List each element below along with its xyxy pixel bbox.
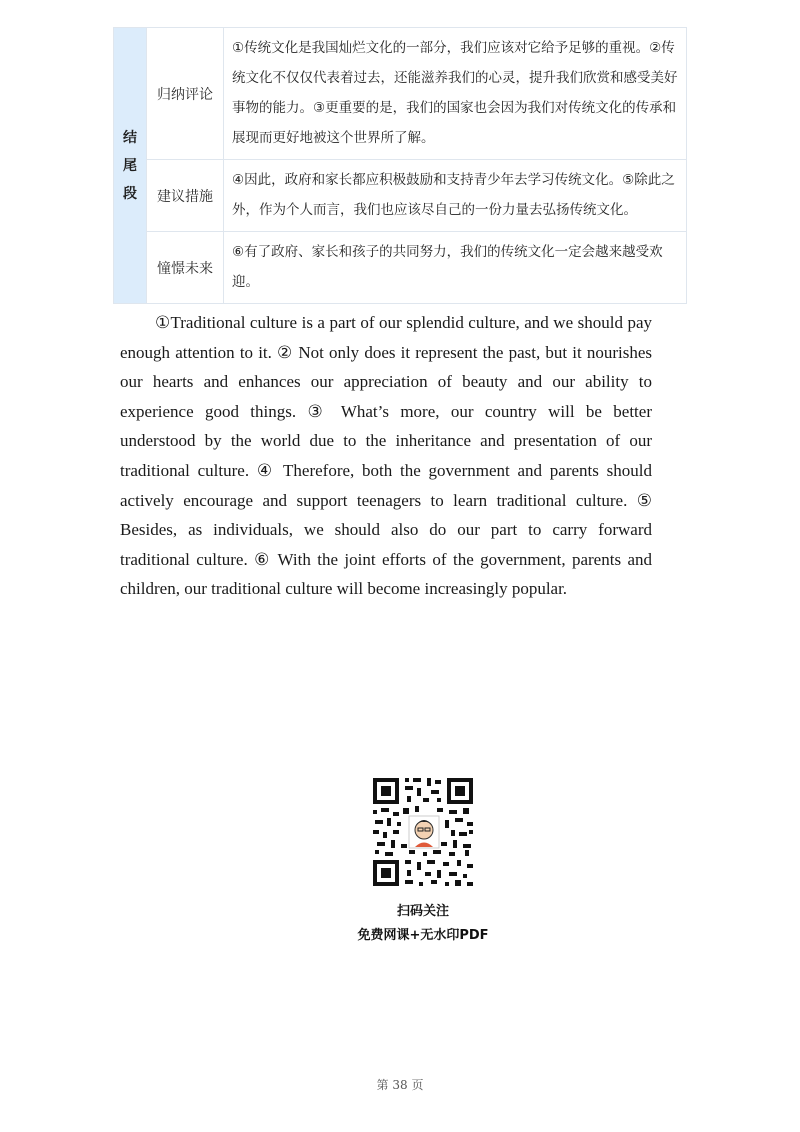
english-paragraph: ①Traditional culture is a part of our splendid culture, and we should pay enough attention to it. ② Not only does it represent the past, but it nourishes our hearts and enhances our appreciation of beauty and our ability to experience good things. ③ What’s more, our country will be better understood by the world due to the inheritance and presentation of our traditional culture. ④ Therefore, both the government and parents should actively encourage and support teenagers to learn traditional culture. ⑤ Besides, as individuals, we should also do our part to carry forward traditional culture. ⑥ With the joint efforts of the government, parents and children, our traditional culture will become increasingly popular. [120, 313, 652, 599]
qr-caption-offer: 免费网课+无水印PDF [357, 928, 489, 943]
table-row [114, 28, 687, 160]
row-content: ⑥有了政府、家长和孩子的共同努力，我们的传统文化一定会越来越受欢迎。 [224, 232, 687, 304]
table-row [114, 160, 687, 232]
row-content: ①传统文化是我国灿烂文化的一部分，我们应该对它给予足够的重视。②传统文化不仅仅代表着过去，还能滋养我们的心灵，提升我们欣赏和感受美好事物的能力。③更重要的是，我们的国家也会因为我们对传统文化的传承和展现而更好地被这个世界所了解。 [224, 28, 687, 160]
page-number: 第 38 页 [376, 1078, 424, 1092]
table-row [114, 232, 687, 304]
row-label: 归纳评论 [147, 28, 224, 160]
section-label-cell [114, 28, 147, 304]
qr-code-icon [371, 776, 475, 888]
section-label: 结尾段 [123, 129, 137, 202]
row-content: ④因此，政府和家长都应积极鼓励和支持青少年去学习传统文化。⑤除此之外，作为个人而言，我们也应该尽自己的一份力量去弘扬传统文化。 [224, 160, 687, 232]
row-label: 憧憬未来 [147, 232, 224, 304]
qr-caption-follow: 扫码关注 [396, 904, 449, 919]
closing-paragraph-outline-table [113, 27, 687, 304]
row-label: 建议措施 [147, 160, 224, 232]
